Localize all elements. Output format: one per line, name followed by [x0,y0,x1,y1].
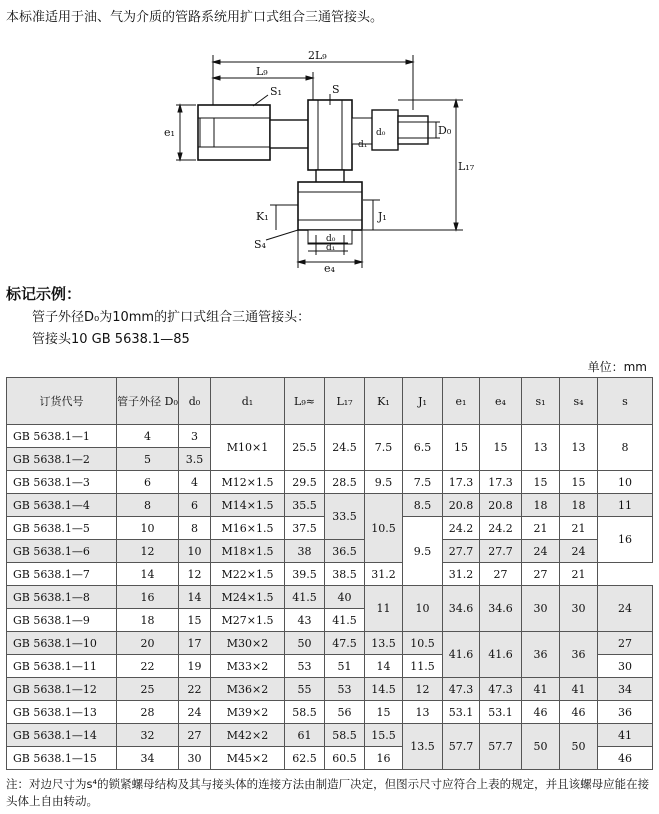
cell-s: 30 [598,655,653,678]
cell-L9: 38 [285,540,325,563]
table-row [7,563,653,586]
cell-D0: 22 [117,655,179,678]
cell-J1: 7.5 [403,471,443,494]
cell-s1: 30 [522,586,560,632]
cell-s1: 36 [522,632,560,678]
cell-code: GB 5638.1—4 [7,494,117,517]
table-row [7,540,653,563]
cell-s: 10 [598,471,653,494]
cell-L9: 55 [285,678,325,701]
cell-D0: 5 [117,448,179,471]
cell-d1: M42×2 [211,724,285,747]
cell-s: 41 [598,724,653,747]
cell-L17: 51 [325,655,365,678]
cell-e4: 17.3 [480,471,522,494]
cell-d1: M14×1.5 [211,494,285,517]
cell-d1: M45×2 [211,747,285,770]
cell-K1: 7.5 [365,425,403,471]
cell-s1: 46 [522,701,560,724]
cell-J1: 6.5 [403,425,443,471]
cell-d0: 27 [179,724,211,747]
cell-D0: 6 [117,471,179,494]
cell-e1: 31.2 [365,563,403,586]
cell-s4: 36 [560,632,598,678]
cell-d1: M10×1 [211,425,285,471]
cell-D0: 32 [117,724,179,747]
cell-L9: 62.5 [285,747,325,770]
col-header: e₄ [480,378,522,425]
cell-K1: 16 [365,747,403,770]
cell-s1: 27 [480,563,522,586]
cell-e1: 17.3 [443,471,480,494]
cell-code: GB 5638.1—11 [7,655,117,678]
col-header: s₄ [560,378,598,425]
cell-d0: 19 [179,655,211,678]
cell-d0: 30 [179,747,211,770]
cell-d0: 15 [179,609,211,632]
cell-e1: 41.6 [443,632,480,678]
cell-K1: 15.5 [365,724,403,747]
cell-L9: 37.5 [285,517,325,540]
cell-s: 36 [598,701,653,724]
cell-e1: 53.1 [443,701,480,724]
cell-L9: 53 [285,655,325,678]
cell-code: GB 5638.1—3 [7,471,117,494]
cell-D0: 4 [117,425,179,448]
cell-e1: 20.8 [443,494,480,517]
col-header: L₉≈ [285,378,325,425]
label-J1: J₁ [378,210,387,223]
cell-L9: 39.5 [285,563,325,586]
dim-2L9: 2L₉ [308,50,327,62]
label-s4: S₄ [254,238,266,251]
cell-d1: M24×1.5 [211,586,285,609]
cell-L9: 50 [285,632,325,655]
cell-code: GB 5638.1—13 [7,701,117,724]
cell-d0: 22 [179,678,211,701]
cell-L9: 29.5 [285,471,325,494]
cell-d1: M39×2 [211,701,285,724]
cell-L9: 41.5 [285,586,325,609]
table-row [7,678,653,701]
cell-s1: 18 [522,494,560,517]
cell-K1: 14 [365,655,403,678]
cell-code: GB 5638.1—9 [7,609,117,632]
cell-L17: 36.5 [325,540,365,563]
cell-s4: 13 [560,425,598,471]
cell-J1: 13.5 [403,724,443,770]
cell-e4: 57.7 [480,724,522,770]
cell-L17: 40 [325,586,365,609]
cell-e1: 57.7 [443,724,480,770]
table-row [7,724,653,747]
table-row [7,425,653,448]
label-D0: D₀ [438,124,452,137]
cell-L17: 58.5 [325,724,365,747]
cell-e1: 34.6 [443,586,480,632]
intro-text: 本标准适用于油、气为介质的管路系统用扩口式组合三通管接头。 [6,10,384,25]
cell-d0: 3 [179,425,211,448]
cell-s4: 27 [522,563,560,586]
label-K1: K₁ [256,210,269,223]
cell-code: GB 5638.1—2 [7,448,117,471]
cell-s4: 50 [560,724,598,770]
cell-code: GB 5638.1—6 [7,540,117,563]
cell-D0: 10 [117,517,179,540]
cell-d0: 12 [179,563,211,586]
col-header: d₁ [211,378,285,425]
cell-d1: M27×1.5 [211,609,285,632]
col-header: 管子外径 D₀ [117,378,179,425]
cell-d1: M12×1.5 [211,471,285,494]
label-e4: e₄ [324,262,335,275]
cell-D0: 34 [117,747,179,770]
label-s1: S₁ [270,85,282,98]
cell-L17: 24.5 [325,425,365,471]
label-d0: d₀ [326,234,336,244]
cell-D0: 14 [117,563,179,586]
cell-code: GB 5638.1—12 [7,678,117,701]
cell-D0: 12 [117,540,179,563]
cell-L17: 56 [325,701,365,724]
col-header: s [598,378,653,425]
cell-L9: 58.5 [285,701,325,724]
cell-d1: M18×1.5 [211,540,285,563]
cell-J1: 10.5 [403,632,443,655]
cell-K1: 13.5 [365,632,403,655]
cell-d0: 14 [179,586,211,609]
example-marking: 管接头10 GB 5638.1—85 [32,332,190,347]
cell-s1: 41 [522,678,560,701]
col-header: s₁ [522,378,560,425]
table-row [7,586,653,609]
cell-K1: 9.5 [365,471,403,494]
cell-e1: 47.3 [443,678,480,701]
cell-J1: 9.5 [403,517,443,586]
cell-d1: M33×2 [211,655,285,678]
cell-s1: 24 [522,540,560,563]
cell-code: GB 5638.1—8 [7,586,117,609]
cell-d0: 17 [179,632,211,655]
cell-s: 27 [598,632,653,655]
cell-e4: 27.7 [480,540,522,563]
cell-s: 11 [598,494,653,517]
cell-e4: 53.1 [480,701,522,724]
cell-s4: 21 [560,517,598,540]
cell-J1: 10 [403,586,443,632]
cell-D0: 25 [117,678,179,701]
col-header: e₁ [443,378,480,425]
fitting-drawing [158,50,478,275]
label-e1: e₁ [164,126,175,139]
spec-table [6,377,653,770]
example-description: 管子外径D₀为10mm的扩口式组合三通管接头： [32,310,311,325]
cell-J1: 11.5 [403,655,443,678]
cell-d1: M30×2 [211,632,285,655]
unit-label: 单位：mm [587,360,647,374]
cell-J1: 12 [403,678,443,701]
cell-s: 21 [560,563,598,586]
cell-L9: 35.5 [285,494,325,517]
cell-s: 46 [598,747,653,770]
cell-e4: 20.8 [480,494,522,517]
cell-e4: 47.3 [480,678,522,701]
cell-L9: 25.5 [285,425,325,471]
cell-code: GB 5638.1—15 [7,747,117,770]
table-row [7,494,653,517]
cell-J1: 8.5 [403,494,443,517]
cell-s1: 21 [522,517,560,540]
cell-code: GB 5638.1—5 [7,517,117,540]
cell-s4: 30 [560,586,598,632]
cell-d0: 24 [179,701,211,724]
cell-s1: 50 [522,724,560,770]
cell-L17: 60.5 [325,747,365,770]
cell-J1: 13 [403,701,443,724]
table-row [7,701,653,724]
cell-code: GB 5638.1—7 [7,563,117,586]
cell-s: 8 [598,425,653,471]
cell-e1: 27.7 [443,540,480,563]
cell-L9: 61 [285,724,325,747]
cell-s1: 15 [522,471,560,494]
cell-L9: 43 [285,609,325,632]
cell-e4: 41.6 [480,632,522,678]
cell-s4: 46 [560,701,598,724]
table-row [7,471,653,494]
cell-s: 34 [598,678,653,701]
label-L17: L₁₇ [458,160,475,173]
cell-L17: 33.5 [325,494,365,540]
cell-e4: 34.6 [480,586,522,632]
cell-s4: 24 [560,540,598,563]
dim-L9: L₉ [256,65,268,78]
cell-s4: 18 [560,494,598,517]
cell-L17: 28.5 [325,471,365,494]
cell-d1: M22×1.5 [211,563,285,586]
cell-e4: 15 [480,425,522,471]
cell-L17: 53 [325,678,365,701]
cell-s: 16 [598,517,653,563]
cell-D0: 20 [117,632,179,655]
table-header-row [7,378,653,425]
cell-d0: 6 [179,494,211,517]
cell-code: GB 5638.1—14 [7,724,117,747]
cell-s: 24 [598,586,653,632]
cell-e4: 31.2 [443,563,480,586]
cell-K1: 10.5 [365,494,403,563]
cell-L17: 41.5 [325,609,365,632]
cell-e4: 24.2 [480,517,522,540]
cell-K1: 14.5 [365,678,403,701]
cell-D0: 16 [117,586,179,609]
col-header: 订货代号 [7,378,117,425]
cell-d0: 10 [179,540,211,563]
cell-d1: M36×2 [211,678,285,701]
cell-D0: 8 [117,494,179,517]
col-header: K₁ [365,378,403,425]
col-header: J₁ [403,378,443,425]
col-header: L₁₇ [325,378,365,425]
cell-d0: 4 [179,471,211,494]
cell-K1: 11 [365,586,403,632]
cell-d1: M16×1.5 [211,517,285,540]
footnote: 注：对边尺寸为s⁴的锁紧螺母结构及其与接头体的连接方法由制造厂决定，但图示尺寸应符合上表的规定，并且该螺母应能在接头体上自由转动。 [6,777,650,808]
cell-L17: 38.5 [325,563,365,586]
table-row [7,632,653,655]
cell-K1: 15 [365,701,403,724]
cell-L17: 47.5 [325,632,365,655]
cell-e1: 15 [443,425,480,471]
cell-s4: 41 [560,678,598,701]
cell-s1: 13 [522,425,560,471]
cell-D0: 28 [117,701,179,724]
cell-s4: 15 [560,471,598,494]
cell-D0: 18 [117,609,179,632]
example-title: 标记示例： [6,285,82,303]
cell-e1: 24.2 [443,517,480,540]
col-header: d₀ [179,378,211,425]
cell-d0: 3.5 [179,448,211,471]
cell-d0: 8 [179,517,211,540]
label-d0-side: d₀ [376,128,386,138]
cell-code: GB 5638.1—1 [7,425,117,448]
label-s: S [332,83,340,96]
cell-code: GB 5638.1—10 [7,632,117,655]
label-d1: d₁ [326,243,336,253]
label-d1-side: d₁ [358,140,368,150]
